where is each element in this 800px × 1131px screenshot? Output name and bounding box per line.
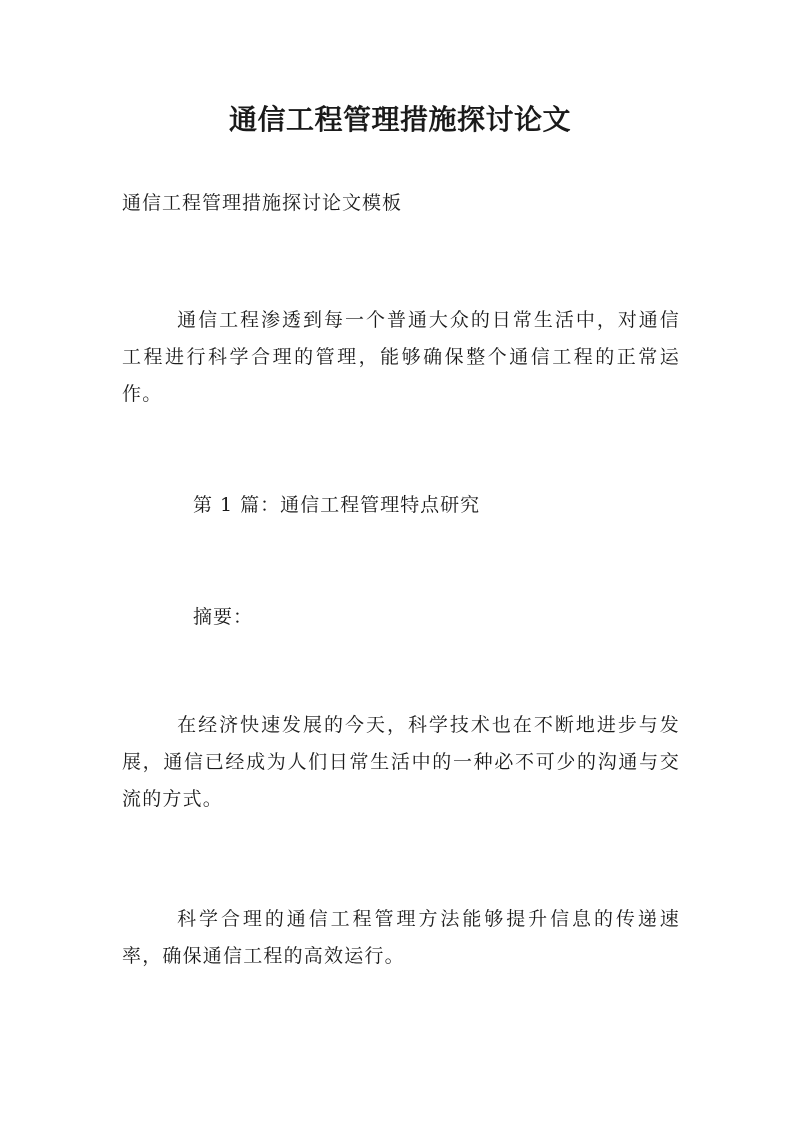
abstract-paragraph-2: 科学合理的通信工程管理方法能够提升信息的传递速率，确保通信工程的高效运行。: [122, 908, 680, 967]
section-heading: 第 1 篇：通信工程管理特点研究: [193, 494, 481, 516]
abstract-paragraph-1: 在经济快速发展的今天，科学技术也在不断地进步与发展，通信已经成为人们日常生活中的一种必不可少的沟通与交流的方式。: [122, 714, 680, 810]
document-subtitle: 通信工程管理措施探讨论文模板: [122, 192, 403, 214]
abstract-label: 摘要：: [193, 606, 254, 628]
intro-paragraph: 通信工程渗透到每一个普通大众的日常生活中，对通信工程进行科学合理的管理，能够确保整个通信工程的正常运作。: [122, 309, 680, 405]
document-title: 通信工程管理措施探讨论文: [228, 103, 571, 136]
